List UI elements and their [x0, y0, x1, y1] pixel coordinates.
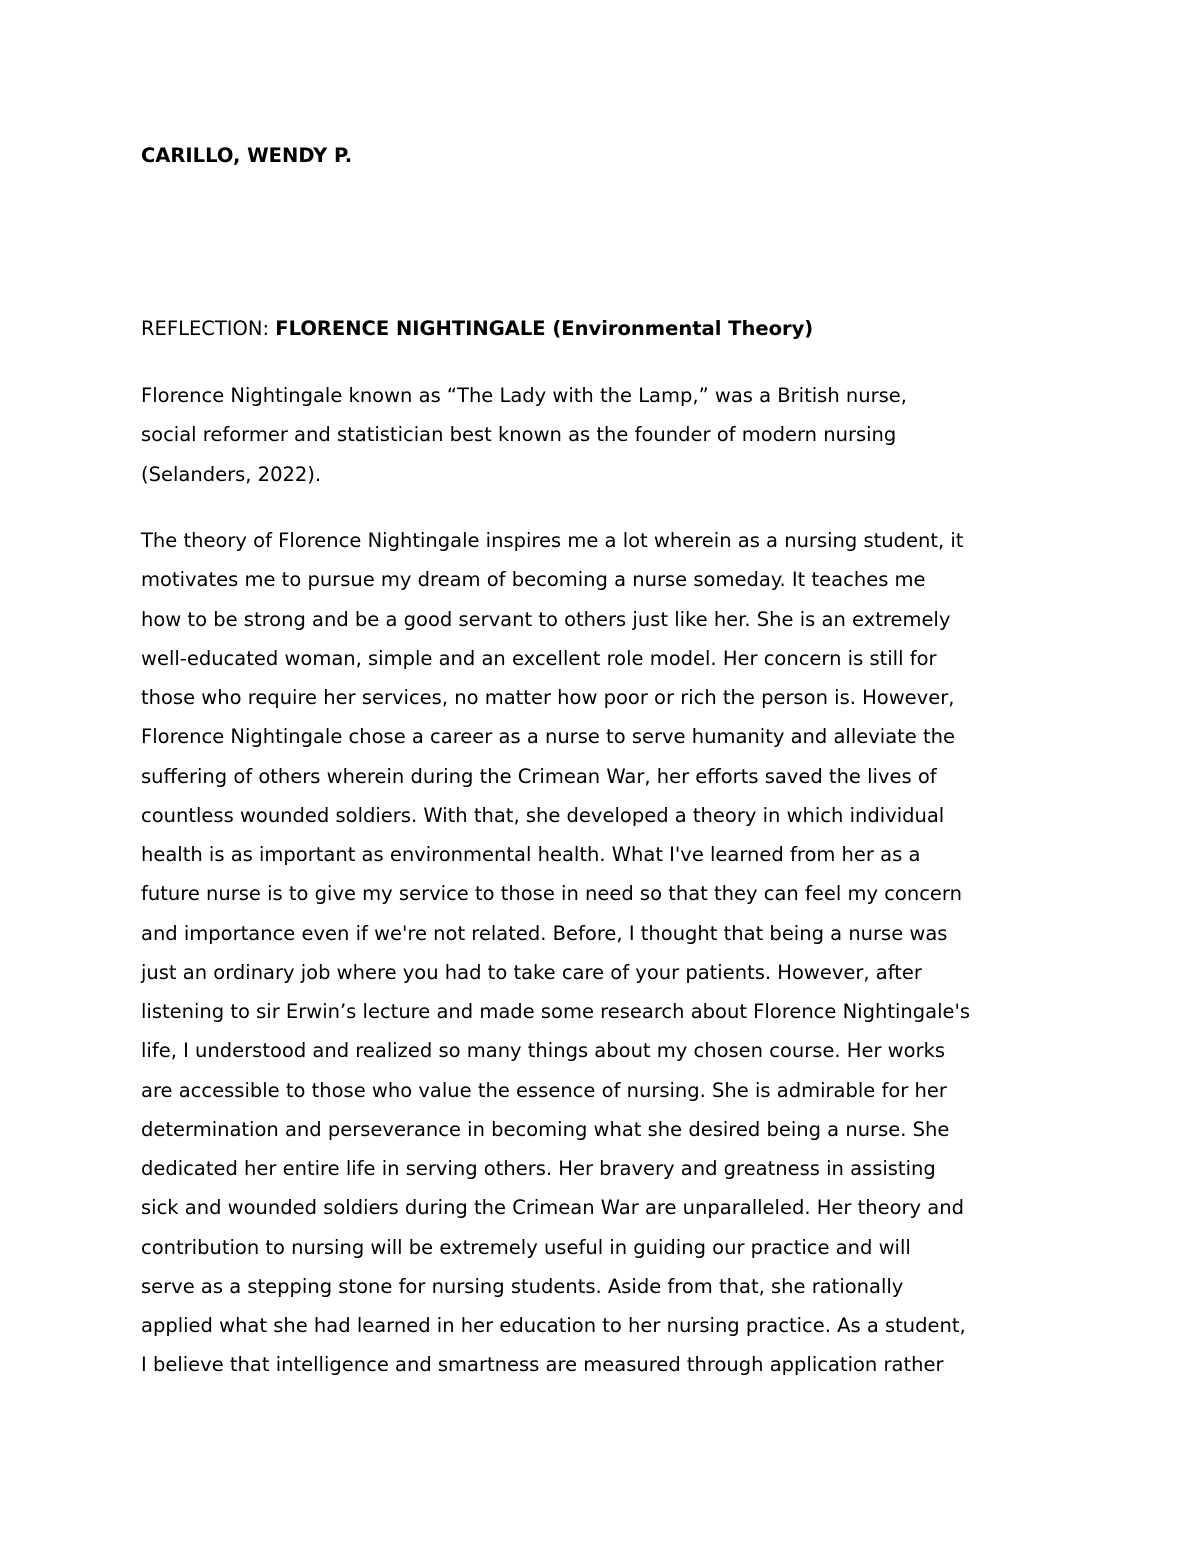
- paragraph-line: applied what she had learned in her education to her nursing practice. As a student,: [141, 1314, 966, 1337]
- paragraph-line: contribution to nursing will be extremely useful in guiding our practice and will: [141, 1235, 911, 1259]
- reflection-heading: [141, 315, 813, 343]
- paragraph-line: those who require her services, no matter how poor or rich the person is. However,: [141, 686, 955, 709]
- heading-prefix: REFLECTION:: [141, 317, 276, 340]
- heading-title: FLORENCE NIGHTINGALE (Environmental Theory): [275, 317, 814, 340]
- paragraph-line: (Selanders, 2022).: [141, 462, 322, 486]
- paragraph-line: Florence Nightingale known as “The Lady with the Lamp,” was a British nurse,: [141, 384, 907, 407]
- paragraph-line: suffering of others wherein during the Crimean War, her efforts saved the lives of: [141, 764, 937, 788]
- paragraph-line: and importance even if we're not related. Before, I thought that being a nurse was: [141, 921, 948, 945]
- paragraph-line: are accessible to those who value the essence of nursing. She is admirable for her: [141, 1078, 947, 1102]
- reflection-paragraph: [141, 521, 1071, 1385]
- paragraph-line: life, I understood and realized so many things about my chosen course. Her works: [141, 1039, 946, 1063]
- intro-paragraph: [141, 376, 1071, 494]
- paragraph-line: Florence Nightingale chose a career as a nurse to serve humanity and alleviate the: [141, 725, 955, 749]
- paragraph-line: The theory of Florence Nightingale inspires me a lot wherein as a nursing student, it: [141, 529, 964, 552]
- paragraph-line: listening to sir Erwin’s lecture and made some research about Florence Nightingale's: [141, 1000, 971, 1023]
- author-name: CARILLO, WENDY P.: [141, 144, 353, 167]
- paragraph-line: serve as a stepping stone for nursing students. Aside from that, she rationally: [141, 1274, 904, 1298]
- paragraph-line: social reformer and statistician best known as the founder of modern nursing: [141, 423, 897, 447]
- paragraph-line: motivates me to pursue my dream of becoming a nurse someday. It teaches me: [141, 568, 926, 592]
- paragraph-line: sick and wounded soldiers during the Crimean War are unparalleled. Her theory and: [141, 1196, 964, 1220]
- paragraph-line: determination and perseverance in becoming what she desired being a nurse. She: [141, 1117, 950, 1141]
- paragraph-line: countless wounded soldiers. With that, she developed a theory in which individual: [141, 803, 945, 827]
- paragraph-line: well-educated woman, simple and an excellent role model. Her concern is still for: [141, 646, 937, 670]
- paragraph-line: how to be strong and be a good servant to others just like her. She is an extremely: [141, 607, 951, 631]
- paragraph-line: just an ordinary job where you had to take care of your patients. However, after: [141, 960, 922, 984]
- paragraph-line: I believe that intelligence and smartness are measured through application rather: [141, 1353, 944, 1377]
- paragraph-line: future nurse is to give my service to those in need so that they can feel my concern: [141, 882, 962, 906]
- paragraph-line: dedicated her entire life in serving others. Her bravery and greatness in assisting: [141, 1157, 936, 1180]
- paragraph-line: health is as important as environmental health. What I've learned from her as a: [141, 843, 921, 866]
